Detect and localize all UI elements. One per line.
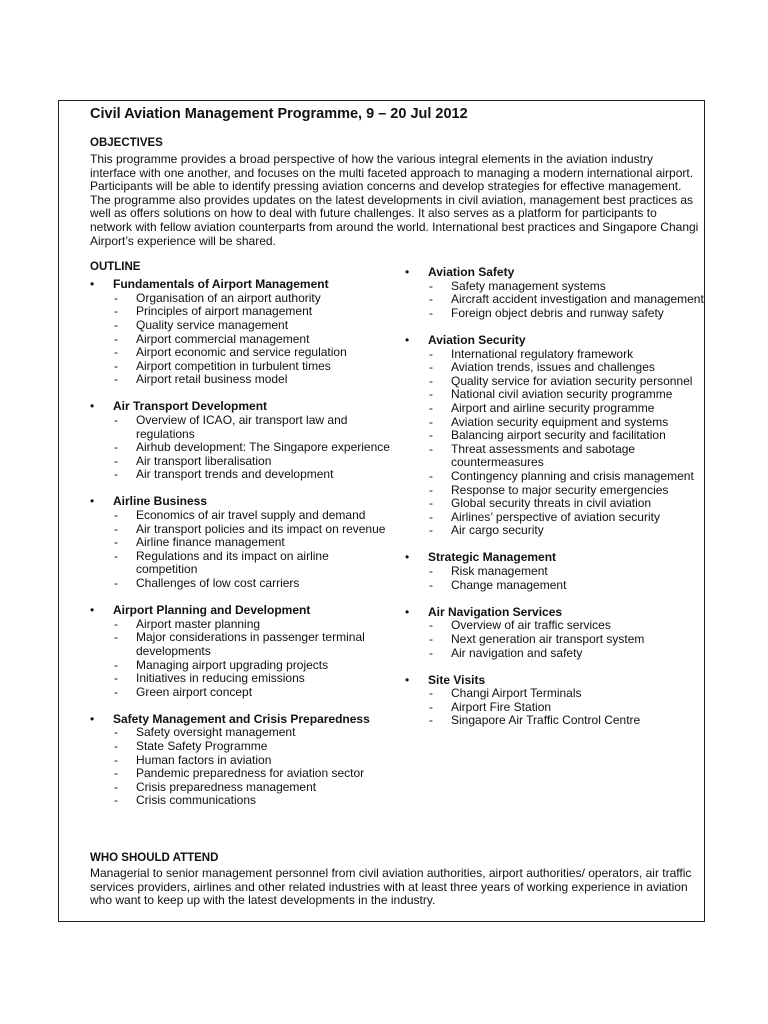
section-title — [405, 334, 705, 348]
dash-marker: - — [429, 441, 433, 456]
dash-marker: - — [114, 358, 118, 373]
dash-marker: - — [114, 508, 118, 523]
dash-marker: - — [114, 345, 118, 360]
dash-marker: - — [114, 467, 118, 482]
list-item — [90, 726, 390, 740]
dash-marker: - — [429, 278, 433, 293]
list-item — [90, 672, 390, 686]
section-item-list — [90, 509, 390, 591]
list-item — [405, 619, 705, 633]
dash-marker: - — [429, 373, 433, 388]
list-item-text: Foreign object debris and runway safety — [451, 305, 664, 320]
list-item-text: Air transport policies and its impact on revenue — [136, 521, 386, 536]
dash-marker: - — [114, 793, 118, 808]
dash-marker: - — [429, 428, 433, 443]
list-item-text: Threat assessments and sabotage countermeasures — [451, 441, 636, 470]
list-item-text: Quality service for aviation security personnel — [451, 373, 693, 388]
dash-marker: - — [114, 616, 118, 631]
list-item-text: Aviation trends, issues and challenges — [451, 360, 655, 375]
outline-section — [405, 674, 705, 728]
section-title — [405, 606, 705, 620]
list-item-text: Managing airport upgrading projects — [136, 657, 329, 672]
section-item-list — [90, 618, 390, 700]
list-item-text: Economics of air travel supply and demand — [136, 508, 366, 523]
list-item-text: Quality service management — [136, 317, 289, 332]
list-item-text: Safety management systems — [451, 278, 606, 293]
list-item — [405, 293, 705, 307]
section-item-list — [405, 619, 705, 660]
dash-marker: - — [429, 631, 433, 646]
dash-marker: - — [114, 657, 118, 672]
list-item — [405, 633, 705, 647]
list-item — [405, 647, 705, 661]
list-item — [90, 659, 390, 673]
section-item-list — [405, 687, 705, 728]
list-item — [90, 631, 390, 658]
list-item-text: Response to major security emergencies — [451, 482, 669, 497]
list-item-text: Next generation air transport system — [451, 631, 645, 646]
list-item — [405, 714, 705, 728]
dash-marker: - — [429, 292, 433, 307]
dash-marker: - — [429, 482, 433, 497]
list-item — [405, 497, 705, 511]
list-item — [405, 307, 705, 321]
dash-marker: - — [114, 331, 118, 346]
outline-section — [90, 278, 390, 387]
list-item — [90, 292, 390, 306]
outline-section — [405, 551, 705, 592]
bullet-marker: • — [90, 603, 95, 618]
list-item-text: Change management — [451, 577, 567, 592]
list-item — [405, 511, 705, 525]
document-content — [90, 104, 704, 837]
dash-marker: - — [114, 630, 118, 645]
dash-marker: - — [429, 360, 433, 375]
section-title-text: Site Visits — [428, 672, 486, 687]
list-item — [90, 550, 390, 577]
list-item-text: Crisis preparedness management — [136, 779, 317, 794]
dash-marker: - — [429, 577, 433, 592]
list-item — [90, 360, 390, 374]
dash-marker: - — [429, 401, 433, 415]
section-title-text: Airline Business — [113, 494, 208, 509]
section-title — [405, 551, 705, 565]
list-item-text: Airport and airline security programme — [451, 401, 655, 415]
list-item-text: Initiatives in reducing emissions — [136, 671, 305, 686]
dash-marker: - — [114, 453, 118, 468]
list-item — [405, 388, 705, 402]
list-item — [90, 509, 390, 523]
list-item — [90, 333, 390, 347]
section-item-list — [405, 280, 705, 321]
list-item-text: Principles of airport management — [136, 304, 313, 319]
dash-marker: - — [114, 290, 118, 305]
list-item-text: Organisation of an airport authority — [136, 290, 321, 305]
list-item — [90, 414, 390, 441]
list-item — [405, 280, 705, 294]
list-item-text: Green airport concept — [136, 684, 253, 699]
list-item-text: Air navigation and safety — [451, 645, 583, 660]
dash-marker: - — [429, 509, 433, 524]
list-item — [90, 740, 390, 754]
list-item — [90, 441, 390, 455]
outline-section — [405, 606, 705, 660]
section-title — [90, 278, 390, 292]
list-item-text: Airlines’ perspective of aviation security — [451, 509, 660, 524]
section-title-text: Safety Management and Crisis Preparedness — [113, 711, 370, 726]
list-item-text: Overview of air traffic services — [451, 618, 611, 633]
list-item-text: Overview of ICAO, air transport law and regulations — [136, 413, 348, 441]
section-title-text: Strategic Management — [428, 550, 557, 565]
bullet-marker: • — [405, 672, 410, 687]
list-item — [405, 361, 705, 375]
list-item-text: Airhub development: The Singapore experience — [136, 440, 390, 455]
dash-marker: - — [114, 413, 118, 427]
section-title — [90, 604, 390, 618]
bullet-marker: • — [90, 277, 95, 292]
section-title — [90, 495, 390, 509]
list-item-text: Aviation security equipment and systems — [451, 414, 669, 429]
list-item — [90, 767, 390, 781]
list-item-text: Safety oversight management — [136, 725, 296, 740]
dash-marker: - — [114, 684, 118, 699]
list-item — [90, 305, 390, 319]
bullet-marker: • — [90, 399, 95, 414]
dash-marker: - — [429, 699, 433, 714]
list-item-text: Changi Airport Terminals — [451, 686, 582, 701]
section-title — [90, 400, 390, 414]
section-item-list — [90, 292, 390, 387]
outline-section — [405, 334, 705, 538]
dash-marker: - — [114, 548, 118, 563]
dash-marker: - — [429, 686, 433, 701]
dash-marker: - — [114, 440, 118, 455]
page-title: Civil Aviation Management Programme, 9 – 20 Jul 2012 — [90, 106, 468, 122]
list-item — [90, 455, 390, 469]
section-item-list — [405, 348, 705, 538]
section-title-text: Aviation Safety — [428, 265, 515, 280]
dash-marker: - — [429, 387, 433, 402]
list-item-text: Major considerations in passenger terminal developments — [136, 630, 365, 658]
list-item — [90, 373, 390, 387]
section-title-text: Airport Planning and Development — [113, 603, 311, 618]
dash-marker: - — [429, 645, 433, 660]
list-item — [405, 375, 705, 389]
dash-marker: - — [114, 521, 118, 536]
list-item — [90, 346, 390, 360]
outline-section — [90, 604, 390, 699]
dash-marker: - — [429, 564, 433, 579]
list-item-text: Air cargo security — [451, 523, 544, 538]
list-item — [90, 686, 390, 700]
list-item-text: Balancing airport security and facilitation — [451, 428, 666, 443]
list-item-text: Contingency planning and crisis management — [451, 468, 694, 483]
bullet-marker: • — [90, 494, 95, 509]
dash-marker: - — [114, 535, 118, 550]
outline-right-column — [405, 266, 705, 741]
outline-section — [90, 495, 390, 590]
list-item-text: Crisis communications — [136, 793, 257, 808]
list-item-text: Human factors in aviation — [136, 752, 272, 767]
list-item-text: Regulations and its impact on airline competition — [136, 548, 329, 577]
list-item — [405, 579, 705, 593]
section-title — [405, 674, 705, 688]
dash-marker: - — [429, 305, 433, 320]
list-item-text: Air transport trends and development — [136, 467, 334, 482]
section-title-text: Aviation Security — [428, 333, 526, 348]
dash-marker: - — [114, 725, 118, 740]
dash-marker: - — [114, 752, 118, 767]
list-item — [90, 618, 390, 632]
list-item — [90, 468, 390, 482]
list-item-text: Pandemic preparedness for aviation sector — [136, 766, 365, 781]
list-item-text: Airline finance management — [136, 535, 285, 550]
list-item — [405, 687, 705, 701]
list-item — [405, 484, 705, 498]
bullet-marker: • — [405, 550, 410, 565]
list-item-text: Airport retail business model — [136, 372, 288, 387]
list-item — [405, 416, 705, 430]
list-item-text: Global security threats in civil aviation — [451, 496, 652, 511]
attend-heading: WHO SHOULD ATTEND — [90, 852, 219, 864]
list-item — [405, 443, 705, 470]
list-item — [405, 565, 705, 579]
list-item-text: Airport economic and service regulation — [136, 345, 347, 360]
list-item-text: Airport commercial management — [136, 331, 310, 346]
section-item-list — [90, 414, 390, 482]
section-item-list — [90, 726, 390, 808]
dash-marker: - — [429, 468, 433, 483]
bullet-marker: • — [405, 265, 410, 280]
bullet-marker: • — [90, 711, 95, 726]
dash-marker: - — [429, 713, 433, 728]
section-title-text: Fundamentals of Airport Management — [113, 277, 329, 292]
dash-marker: - — [429, 414, 433, 429]
list-item-text: Airport competition in turbulent times — [136, 358, 331, 373]
section-item-list — [405, 565, 705, 592]
section-title-text: Air Transport Development — [113, 399, 268, 414]
list-item — [405, 701, 705, 715]
objectives-paragraph: This programme provides a broad perspective of how the various integral elements in the aviation industry interface with one another, and focuses on the multi faceted approach to managing a modern international airport. Participants will be able to identify pressing aviation concerns and develop strategies for effective management. The programme also provides updates on the latest developments in civil aviation, management best practices as well as offers solutions on how to deal with future challenges. It also serves as a platform for participants to network with fellow aviation counterparts from around the world. International best practices and Singapore Changi Airport’s experience will be shared. — [90, 152, 699, 248]
list-item-text: Challenges of low cost carriers — [136, 576, 300, 591]
list-item — [405, 402, 705, 416]
objectives-heading: OBJECTIVES — [90, 137, 163, 149]
list-item — [90, 523, 390, 537]
list-item-text: Aircraft accident investigation and management — [451, 292, 704, 307]
dash-marker: - — [429, 618, 433, 633]
list-item — [405, 348, 705, 362]
list-item — [90, 536, 390, 550]
outline-section — [405, 266, 705, 320]
dash-marker: - — [114, 372, 118, 387]
list-item — [90, 754, 390, 768]
list-item — [405, 470, 705, 484]
list-item — [90, 781, 390, 795]
list-item-text: Singapore Air Traffic Control Centre — [451, 713, 641, 728]
list-item-text: National civil aviation security programme — [451, 387, 673, 402]
dash-marker: - — [114, 576, 118, 591]
dash-marker: - — [114, 779, 118, 794]
dash-marker: - — [114, 766, 118, 781]
dash-marker: - — [114, 304, 118, 319]
list-item-text: Risk management — [451, 564, 548, 579]
section-title — [405, 266, 705, 280]
attend-paragraph: Managerial to senior management personnel from civil aviation authorities, airport authorities/ operators, air traffic services providers, airlines and other related industries with at least three years of working experience in aviation who want to keep up with the latest developments in the industry. — [90, 866, 692, 908]
bullet-marker: • — [405, 604, 410, 619]
list-item — [90, 794, 390, 808]
list-item — [90, 577, 390, 591]
dash-marker: - — [429, 523, 433, 538]
dash-marker: - — [429, 346, 433, 361]
list-item — [405, 429, 705, 443]
dash-marker: - — [114, 738, 118, 753]
outline-section — [90, 713, 390, 808]
list-item-text: Airport master planning — [136, 616, 261, 631]
bullet-marker: • — [405, 333, 410, 348]
section-title — [90, 713, 390, 727]
list-item-text: Air transport liberalisation — [136, 453, 272, 468]
list-item — [90, 319, 390, 333]
list-item — [405, 524, 705, 538]
dash-marker: - — [429, 496, 433, 511]
outline-left-column — [90, 278, 390, 821]
section-title-text: Air Navigation Services — [428, 604, 563, 619]
dash-marker: - — [114, 671, 118, 686]
dash-marker: - — [114, 317, 118, 332]
outline-section — [90, 400, 390, 482]
list-item-text: International regulatory framework — [451, 346, 634, 361]
outline-heading: OUTLINE — [90, 261, 141, 274]
attend-section — [90, 851, 700, 908]
list-item-text: State Safety Programme — [136, 738, 268, 753]
list-item-text: Airport Fire Station — [451, 699, 552, 714]
